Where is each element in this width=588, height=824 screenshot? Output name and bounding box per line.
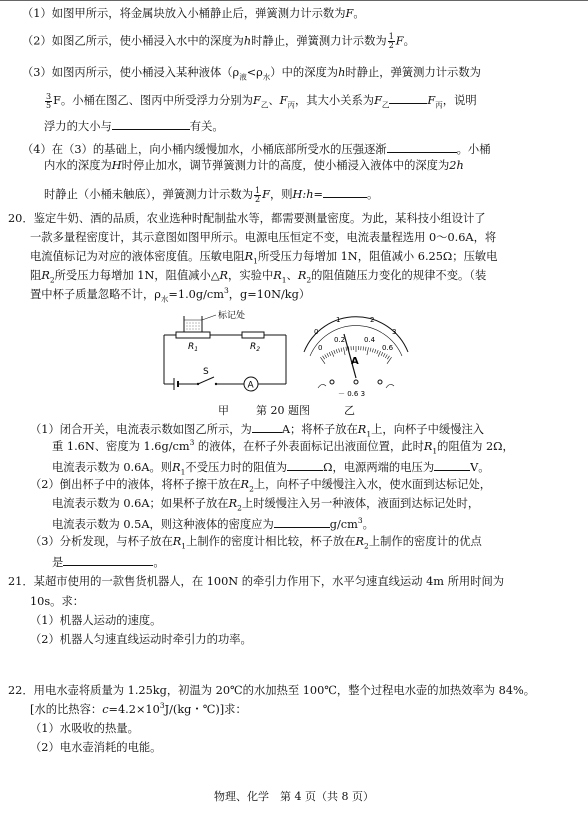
q22-part1 bbox=[30, 722, 139, 736]
answer-blank[interactable] bbox=[287, 459, 323, 471]
text: ，其大小关系为 bbox=[294, 94, 375, 107]
inner-tick-2: 0.4 bbox=[364, 336, 376, 344]
text: （1）水吸收的热量。 bbox=[30, 722, 139, 735]
text: V。 bbox=[470, 461, 490, 474]
lead-wire bbox=[386, 384, 394, 388]
text: 。 bbox=[403, 34, 415, 48]
outer-tick-2: 2 bbox=[370, 316, 375, 324]
denominator: 2 bbox=[388, 41, 394, 50]
text: A；将杯子放在 bbox=[281, 423, 358, 436]
q22-line2 bbox=[30, 703, 247, 717]
q22-part2 bbox=[30, 741, 161, 755]
q22-line1 bbox=[8, 684, 535, 698]
dial-tick bbox=[378, 351, 380, 357]
symbol-ratio: H:h bbox=[292, 188, 314, 201]
symbol-F: F bbox=[262, 188, 270, 201]
text: [水的比热容： bbox=[30, 703, 103, 716]
text: 时静止，弹簧测力计示数为 bbox=[251, 34, 387, 48]
question-number: 21． bbox=[8, 575, 34, 588]
subscript: 1 bbox=[366, 429, 372, 439]
r2-resistor bbox=[242, 332, 264, 338]
numerator: 3 bbox=[46, 91, 52, 101]
answer-blank[interactable] bbox=[112, 118, 190, 130]
symbol-R: R bbox=[240, 478, 250, 491]
terminal-06 bbox=[354, 380, 358, 384]
text: 时静止（小桶未触底），弹簧测力计示数为 bbox=[44, 188, 253, 201]
text: g/cm bbox=[329, 518, 358, 531]
text: （2）倒出杯子中的液体，将杯子擦干放在 bbox=[30, 478, 241, 491]
r1-label: $R_1$ bbox=[188, 342, 199, 353]
dial-tick bbox=[375, 349, 376, 353]
question-number: 20． bbox=[8, 212, 34, 225]
subscript: 1 bbox=[180, 467, 186, 477]
inner-tick-1: 0.2 bbox=[334, 336, 346, 344]
q19-part4-line3 bbox=[44, 186, 378, 204]
symbol-R: R bbox=[297, 269, 307, 282]
subscript: 2 bbox=[364, 541, 369, 551]
text: 置中杯子质量忽略不计，ρ bbox=[30, 288, 161, 301]
q20-part2-line3 bbox=[52, 516, 374, 532]
text: 所受压力每增加 1N，阻值减小 6.25Ω；压敏电 bbox=[257, 250, 498, 263]
terminal-neg bbox=[330, 380, 334, 384]
subscript: 1 bbox=[432, 446, 438, 456]
text: 电流表示数为 0.6A；如果杯子放在 bbox=[52, 497, 229, 510]
text: ，实验中 bbox=[228, 269, 274, 282]
lead-wire bbox=[318, 384, 326, 388]
r1-plate bbox=[176, 332, 210, 338]
dial-tick bbox=[334, 350, 335, 354]
q20-line3 bbox=[30, 250, 497, 264]
text: （1）闭合开关，电流表示数如图乙所示，为 bbox=[30, 423, 252, 436]
superscript: 3 bbox=[223, 286, 229, 296]
subscript: 1 bbox=[281, 275, 287, 285]
superscript: 3 bbox=[189, 438, 195, 448]
dial-tick bbox=[341, 348, 342, 352]
text: 。 bbox=[366, 188, 379, 201]
text: 上制作的密度计相比较，杯子放在 bbox=[186, 535, 356, 548]
q19-part2 bbox=[22, 33, 415, 50]
text: 的液体，在杯子外表面标记出液面位置，此时 bbox=[194, 440, 424, 453]
symbol-R: R bbox=[423, 440, 433, 453]
text: =1.0g/cm bbox=[168, 288, 224, 301]
answer-blank[interactable] bbox=[252, 421, 282, 433]
text: （3）如图丙所示，使小桶浸入某种液体（ρ bbox=[22, 66, 240, 79]
q20-part1-line1 bbox=[30, 421, 484, 437]
text: ，说明 bbox=[442, 94, 477, 107]
answer-blank[interactable] bbox=[323, 186, 367, 198]
text: 有关。 bbox=[189, 120, 224, 133]
page-footer: 物理、化学 第 4 页（共 8 页） bbox=[214, 790, 374, 803]
caption-yi: 乙 bbox=[344, 404, 355, 417]
denominator: 5 bbox=[46, 100, 52, 110]
text: 某超市使用的一款售货机器人，在 100N 的牵引力作用下，水平匀速直线运动 4m 所用时间为 bbox=[33, 575, 505, 588]
top-rule bbox=[0, 0, 588, 1]
fraction bbox=[254, 187, 261, 204]
q20-line5 bbox=[30, 288, 310, 302]
text: 。 bbox=[153, 556, 165, 569]
dial-tick bbox=[377, 350, 378, 354]
switch-icon bbox=[197, 377, 217, 385]
subscript: 水 bbox=[262, 72, 271, 82]
text: 重 1.6N、密度为 1.6g/cm bbox=[52, 440, 190, 453]
denominator: 2 bbox=[255, 194, 261, 204]
caption-jia: 甲 bbox=[218, 404, 229, 417]
text: （1）如图甲所示，将金属块放入小桶静止后，弹簧测力计示数为 bbox=[22, 7, 346, 20]
answer-blank[interactable] bbox=[387, 141, 457, 153]
numerator: 1 bbox=[255, 185, 261, 195]
q19-part3-line1 bbox=[22, 66, 481, 80]
outer-tick-0: 0 bbox=[314, 328, 319, 336]
text: 的阻值随压力变化的规律不变。（装 bbox=[311, 269, 487, 282]
text: 上制作的密度计的优点 bbox=[368, 535, 482, 548]
dial-tick bbox=[383, 353, 385, 357]
symbol-R: R bbox=[355, 535, 365, 548]
q20-line4 bbox=[30, 269, 486, 283]
terminal-3 bbox=[378, 380, 382, 384]
text: 是 bbox=[52, 556, 64, 569]
text: 不受压力时的阻值为 bbox=[185, 461, 288, 474]
dial-tick bbox=[367, 347, 369, 355]
dial-tick bbox=[325, 354, 327, 357]
text: F。小桶在图乙、图丙中所受浮力分别为 bbox=[53, 94, 253, 107]
subscript: 2 bbox=[306, 275, 312, 285]
subscript: 丙 bbox=[435, 100, 443, 110]
text: 。 bbox=[353, 7, 365, 20]
text: （4）在（3）的基础上，向小桶内缓慢加水，小桶底部所受水的压强逐渐 bbox=[22, 143, 387, 156]
text: Ω，电源两端的电压为 bbox=[323, 461, 435, 474]
dial-tick bbox=[336, 349, 337, 353]
text: （1）机器人运动的速度。 bbox=[30, 614, 162, 627]
figure-caption: 第 20 题图 bbox=[256, 404, 310, 417]
symbol-R: R bbox=[172, 535, 182, 548]
text: 。小桶 bbox=[456, 143, 491, 156]
q19-part4-line1 bbox=[22, 141, 491, 157]
symbol-2h: 2h bbox=[449, 159, 464, 172]
ammeter-icon bbox=[244, 377, 258, 391]
symbol-R: R bbox=[357, 423, 367, 436]
cup-icon bbox=[184, 316, 202, 332]
q19-part3-line2 bbox=[44, 92, 477, 110]
q20-part1-line3 bbox=[52, 459, 490, 475]
symbol-R: R bbox=[273, 269, 282, 282]
dial-tick bbox=[327, 353, 329, 357]
text: 内水的深度为 bbox=[44, 159, 112, 172]
symbol-h: h bbox=[338, 66, 346, 79]
answer-blank[interactable] bbox=[434, 459, 470, 471]
fraction bbox=[45, 93, 52, 110]
mark-pointer-line bbox=[202, 315, 216, 320]
text: （3）分析发现，与杯子放在 bbox=[30, 535, 173, 548]
text: 、 bbox=[268, 94, 280, 107]
text: 电流表示数为 0.6A。则 bbox=[52, 461, 173, 474]
text: <ρ bbox=[246, 66, 263, 79]
symbol-F: F bbox=[427, 94, 436, 107]
switch-label: S bbox=[203, 367, 209, 377]
dial-tick bbox=[370, 348, 371, 352]
symbol-R: R bbox=[219, 269, 229, 282]
q21-part1 bbox=[30, 614, 161, 628]
text: 时静止，弹簧测力计示数为 bbox=[345, 66, 481, 79]
text: J/(kg・℃)]求： bbox=[164, 703, 247, 716]
dial-tick bbox=[323, 356, 325, 359]
svg-text:A: A bbox=[247, 380, 254, 391]
answer-blank[interactable] bbox=[389, 92, 427, 104]
symbol-F: F bbox=[395, 34, 404, 48]
fraction bbox=[388, 33, 395, 50]
symbol-R: R bbox=[172, 461, 181, 474]
r2-label: $R_2$ bbox=[250, 342, 261, 353]
outer-tick-1: 1 bbox=[336, 316, 341, 324]
superscript: 3 bbox=[357, 516, 363, 526]
text: 上，向杯子中缓慢注入水，使水面到达标记处， bbox=[253, 478, 492, 491]
q20-line1 bbox=[8, 212, 486, 226]
text: 电流值标记为对应的液体密度值。压敏电阻 bbox=[30, 250, 245, 263]
q20-part2-line2 bbox=[52, 497, 479, 511]
q19-part1 bbox=[22, 7, 365, 21]
dial-tick bbox=[387, 356, 389, 359]
text: ，g=10N/kg） bbox=[228, 288, 311, 301]
dial-tick bbox=[331, 351, 333, 357]
subscript: 液 bbox=[239, 72, 247, 82]
q21-line1 bbox=[8, 575, 504, 589]
text: 所受压力每增加 1N，阻值减小△ bbox=[54, 269, 220, 282]
symbol-F: F bbox=[279, 94, 288, 107]
dial-tick bbox=[365, 347, 366, 351]
symbol-R: R bbox=[41, 269, 50, 282]
q19-part4-line2 bbox=[44, 159, 464, 173]
subscript: 丙 bbox=[287, 100, 295, 110]
text: 鉴定牛奶、酒的品质，农业选种时配制盐水等，都需要测量密度。为此，某科技小组设计了 bbox=[33, 212, 486, 225]
text: （2）如图乙所示，使小桶浸入水中的深度为 bbox=[22, 34, 244, 48]
text: 用电水壶将质量为 1.25kg，初温为 20℃的水加热至 100℃，整个过程电水壶的加热效率为 84%。 bbox=[33, 684, 536, 697]
q20-line2 bbox=[30, 231, 496, 245]
text: 。 bbox=[362, 518, 374, 531]
mark-label: 标记处 bbox=[218, 311, 246, 321]
subscript: 2 bbox=[49, 275, 55, 285]
q20-part3-line2 bbox=[52, 554, 165, 570]
answer-blank[interactable] bbox=[274, 516, 330, 528]
subscript: 水 bbox=[160, 294, 169, 304]
text: 电流表示数为 0.5A，则这种液体的密度应为 bbox=[52, 518, 274, 531]
q21-line2 bbox=[30, 595, 84, 609]
subscript: 1 bbox=[181, 541, 187, 551]
dial-tick bbox=[343, 347, 345, 355]
q20-part1-line2 bbox=[52, 440, 514, 454]
text: =4.2×10 bbox=[108, 703, 160, 716]
subscript: 乙 bbox=[260, 100, 269, 110]
q21-part2 bbox=[30, 633, 252, 647]
text: 上，向杯子中缓慢注入 bbox=[371, 423, 485, 436]
q19-part3-line3 bbox=[44, 118, 224, 134]
subscript: 2 bbox=[249, 484, 254, 494]
dial-tick bbox=[346, 347, 347, 351]
dial-tick bbox=[381, 352, 383, 356]
subscript: 2 bbox=[237, 503, 242, 513]
text: ，则 bbox=[269, 188, 293, 201]
text: 时停止加水，调节弹簧测力计的高度，使小桶浸入液体中的深度为 bbox=[121, 159, 450, 172]
subscript: 乙 bbox=[381, 100, 390, 110]
dial-tick bbox=[339, 349, 340, 353]
dial-tick bbox=[385, 354, 387, 357]
text: 、 bbox=[286, 269, 298, 282]
q20-part3-line1 bbox=[30, 535, 482, 549]
text: （2）机器人匀速直线运动时牵引力的功率。 bbox=[30, 633, 252, 646]
symbol-h: h bbox=[243, 34, 252, 48]
dial-tick bbox=[329, 352, 331, 356]
text: 的阻值为 2Ω， bbox=[437, 440, 514, 453]
text: 一款多量程密度计，其示意图如图甲所示。电源电压恒定不变，电流表量程选用 0～0.6A，将 bbox=[30, 231, 497, 244]
inner-tick-3: 0.6 bbox=[382, 344, 394, 352]
dial-tick bbox=[372, 349, 373, 353]
text: 浮力的大小与 bbox=[44, 120, 112, 133]
symbol-F: F bbox=[252, 94, 261, 107]
symbol-F: F bbox=[374, 94, 382, 107]
symbol-R: R bbox=[228, 497, 238, 510]
circuit-diagram bbox=[158, 308, 296, 398]
symbol-c: c bbox=[102, 703, 109, 716]
symbol-H: H bbox=[111, 159, 122, 172]
symbol-F: F bbox=[345, 7, 354, 20]
outer-tick-3: 3 bbox=[392, 328, 397, 336]
superscript: 3 bbox=[159, 701, 165, 711]
text: （2）电水壶消耗的电能。 bbox=[30, 741, 162, 754]
text: = bbox=[313, 188, 323, 201]
inner-tick-0: 0 bbox=[318, 344, 323, 352]
q20-part2-line1 bbox=[30, 478, 491, 492]
ammeter-dial bbox=[296, 312, 416, 398]
dial-unit: A bbox=[351, 356, 359, 367]
subscript: 1 bbox=[253, 256, 258, 266]
symbol-R: R bbox=[244, 250, 254, 263]
numerator: 1 bbox=[388, 32, 394, 41]
text: 10s。求： bbox=[30, 595, 85, 608]
text: 上时缓慢注入另一种液体，液面到达标记处时， bbox=[241, 497, 480, 510]
text: 阻 bbox=[30, 269, 42, 282]
terminal-labels: － 0.6 3 bbox=[338, 390, 366, 398]
battery-icon bbox=[174, 378, 178, 390]
question-number: 22． bbox=[8, 684, 34, 697]
answer-blank[interactable] bbox=[63, 554, 153, 566]
text: ）中的深度为 bbox=[270, 66, 339, 79]
